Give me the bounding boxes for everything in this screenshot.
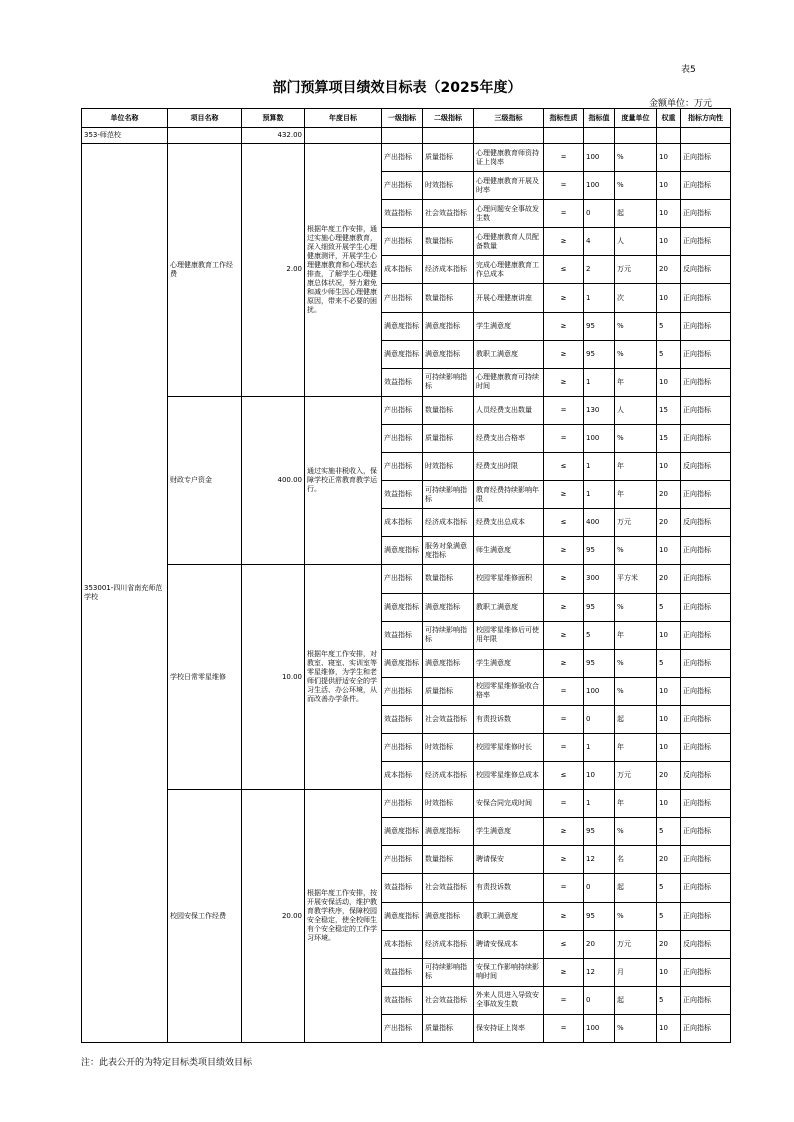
measure-unit: 万元 — [615, 256, 657, 284]
indicator-direction: 正向指标 — [681, 790, 731, 818]
indicator-value: 12 — [584, 846, 615, 874]
unit-name: 353001-四川省南充师范学校 — [82, 144, 168, 1043]
measure-unit: 平方米 — [615, 565, 657, 593]
level3-indicator: 教职工满意度 — [474, 902, 544, 930]
level1-indicator: 满意度指标 — [382, 312, 423, 340]
indicator-direction: 正向指标 — [681, 228, 731, 256]
indicator-direction: 正向指标 — [681, 733, 731, 761]
level2-indicator: 可持续影响指标 — [423, 481, 474, 509]
level3-indicator: 有责投诉数 — [474, 705, 544, 733]
measure-unit: 起 — [615, 874, 657, 902]
measure-unit: 名 — [615, 846, 657, 874]
measure-unit: 万元 — [615, 930, 657, 958]
project-name: 学校日常零星维修 — [168, 565, 242, 790]
level2-indicator: 时效指标 — [423, 172, 474, 200]
level3-indicator: 有责投诉数 — [474, 874, 544, 902]
column-header: 度量单位 — [615, 109, 657, 128]
indicator-direction: 正向指标 — [681, 902, 731, 930]
indicator-value: 0 — [584, 986, 615, 1014]
level3-indicator: 聘请保安 — [474, 846, 544, 874]
level1-indicator: 效益指标 — [382, 368, 423, 396]
indicator-nature: ≥ — [544, 565, 584, 593]
level2-indicator: 数量指标 — [423, 284, 474, 312]
indicator-direction: 正向指标 — [681, 312, 731, 340]
indicator-nature: ≥ — [544, 958, 584, 986]
project-amount: 400.00 — [242, 396, 305, 565]
level2-indicator: 数量指标 — [423, 565, 474, 593]
weight: 10 — [657, 453, 681, 481]
level2-indicator: 经济成本指标 — [423, 762, 474, 790]
dept-amount: 432.00 — [242, 128, 305, 144]
level3-indicator: 教职工满意度 — [474, 340, 544, 368]
column-header: 单位名称 — [82, 109, 168, 128]
measure-unit: % — [615, 649, 657, 677]
level1-indicator: 效益指标 — [382, 874, 423, 902]
indicator-nature: = — [544, 1014, 584, 1042]
indicator-direction: 正向指标 — [681, 621, 731, 649]
weight: 5 — [657, 902, 681, 930]
indicator-direction: 反向指标 — [681, 930, 731, 958]
weight: 10 — [657, 705, 681, 733]
indicator-direction: 正向指标 — [681, 565, 731, 593]
weight: 10 — [657, 284, 681, 312]
indicator-nature: ≤ — [544, 256, 584, 284]
measure-unit: % — [615, 902, 657, 930]
indicator-value: 5 — [584, 621, 615, 649]
level2-indicator: 可持续影响指标 — [423, 368, 474, 396]
dept-row — [82, 128, 731, 144]
measure-unit: 年 — [615, 733, 657, 761]
weight: 20 — [657, 509, 681, 537]
indicator-value: 100 — [584, 144, 615, 172]
indicator-nature: = — [544, 396, 584, 424]
level3-indicator: 校园零星维修后可使用年限 — [474, 621, 544, 649]
level1-indicator: 成本指标 — [382, 256, 423, 284]
indicator-direction: 正向指标 — [681, 340, 731, 368]
annual-goal: 通过实施非税收入，保障学校正常教育教学运行。 — [305, 396, 382, 565]
level3-indicator: 经费支出总成本 — [474, 509, 544, 537]
indicator-nature: ≥ — [544, 593, 584, 621]
indicator-value: 12 — [584, 958, 615, 986]
weight: 5 — [657, 818, 681, 846]
weight: 10 — [657, 368, 681, 396]
column-header: 权重 — [657, 109, 681, 128]
indicator-direction: 正向指标 — [681, 144, 731, 172]
level2-indicator: 满意度指标 — [423, 818, 474, 846]
indicator-nature: ≤ — [544, 509, 584, 537]
indicator-nature: ≥ — [544, 902, 584, 930]
level3-indicator: 安保工作影响持续影响时间 — [474, 958, 544, 986]
dept-project-empty — [168, 128, 242, 144]
weight: 10 — [657, 790, 681, 818]
level1-indicator: 效益指标 — [382, 986, 423, 1014]
indicator-value: 400 — [584, 509, 615, 537]
measure-unit: % — [615, 312, 657, 340]
level2-indicator: 质量指标 — [423, 1014, 474, 1042]
indicator-direction: 正向指标 — [681, 705, 731, 733]
weight: 20 — [657, 846, 681, 874]
table-body — [82, 128, 731, 1043]
measure-unit: % — [615, 537, 657, 565]
weight: 10 — [657, 228, 681, 256]
level1-indicator: 产出指标 — [382, 396, 423, 424]
indicator-row — [82, 396, 731, 424]
level2-indicator: 社会效益指标 — [423, 200, 474, 228]
measure-unit: 年 — [615, 453, 657, 481]
column-header: 预算数 — [242, 109, 305, 128]
measure-unit: 次 — [615, 284, 657, 312]
indicator-value: 100 — [584, 424, 615, 452]
column-header: 项目名称 — [168, 109, 242, 128]
column-header: 指标方向性 — [681, 109, 731, 128]
level1-indicator: 满意度指标 — [382, 818, 423, 846]
indicator-direction: 正向指标 — [681, 396, 731, 424]
measure-unit: 万元 — [615, 509, 657, 537]
indicator-direction: 反向指标 — [681, 509, 731, 537]
indicator-nature: ≥ — [544, 228, 584, 256]
project-amount: 2.00 — [242, 144, 305, 397]
level3-indicator: 安保合同完成时间 — [474, 790, 544, 818]
column-header: 一级指标 — [382, 109, 423, 128]
indicator-value: 1 — [584, 481, 615, 509]
level2-indicator: 数量指标 — [423, 396, 474, 424]
weight: 10 — [657, 733, 681, 761]
indicator-value: 95 — [584, 537, 615, 565]
level2-indicator: 社会效益指标 — [423, 705, 474, 733]
level1-indicator: 产出指标 — [382, 144, 423, 172]
level2-indicator: 经济成本指标 — [423, 256, 474, 284]
indicator-nature: = — [544, 874, 584, 902]
measure-unit: % — [615, 818, 657, 846]
measure-unit: % — [615, 144, 657, 172]
indicator-value: 1 — [584, 453, 615, 481]
project-amount: 10.00 — [242, 565, 305, 790]
weight: 15 — [657, 396, 681, 424]
indicator-value: 0 — [584, 874, 615, 902]
measure-unit: 年 — [615, 368, 657, 396]
page-title: 部门预算项目绩效目标表（2025年度） — [272, 80, 522, 96]
level3-indicator: 经费支出合格率 — [474, 424, 544, 452]
project-name: 财政专户资金 — [168, 396, 242, 565]
level1-indicator: 满意度指标 — [382, 649, 423, 677]
indicator-nature: ≥ — [544, 818, 584, 846]
indicator-nature: ≥ — [544, 368, 584, 396]
column-header: 指标值 — [584, 109, 615, 128]
level2-indicator: 时效指标 — [423, 733, 474, 761]
level3-indicator: 校园零星维修验收合格率 — [474, 677, 544, 705]
level1-indicator: 产出指标 — [382, 733, 423, 761]
level1-indicator: 满意度指标 — [382, 537, 423, 565]
indicator-nature: ≥ — [544, 312, 584, 340]
weight: 5 — [657, 312, 681, 340]
indicator-value: 4 — [584, 228, 615, 256]
indicator-nature: ≤ — [544, 762, 584, 790]
level1-indicator: 满意度指标 — [382, 902, 423, 930]
level2-indicator: 满意度指标 — [423, 312, 474, 340]
level2-indicator: 经济成本指标 — [423, 930, 474, 958]
indicator-value: 300 — [584, 565, 615, 593]
indicator-direction: 正向指标 — [681, 424, 731, 452]
weight: 10 — [657, 1014, 681, 1042]
level1-indicator: 满意度指标 — [382, 593, 423, 621]
level3-indicator: 师生满意度 — [474, 537, 544, 565]
measure-unit: 起 — [615, 986, 657, 1014]
level3-indicator: 心理问题安全事故发生数 — [474, 200, 544, 228]
indicator-value: 100 — [584, 677, 615, 705]
indicator-direction: 正向指标 — [681, 200, 731, 228]
indicator-value: 95 — [584, 340, 615, 368]
level2-indicator: 时效指标 — [423, 453, 474, 481]
weight: 20 — [657, 256, 681, 284]
indicator-value: 95 — [584, 312, 615, 340]
level1-indicator: 效益指标 — [382, 705, 423, 733]
indicator-direction: 正向指标 — [681, 958, 731, 986]
indicator-value: 1 — [584, 368, 615, 396]
indicator-value: 95 — [584, 593, 615, 621]
indicator-value: 130 — [584, 396, 615, 424]
column-header: 指标性质 — [544, 109, 584, 128]
level1-indicator: 产出指标 — [382, 846, 423, 874]
weight: 20 — [657, 930, 681, 958]
project-amount: 20.00 — [242, 790, 305, 1043]
indicator-direction: 正向指标 — [681, 818, 731, 846]
weight: 5 — [657, 593, 681, 621]
column-header: 二级指标 — [423, 109, 474, 128]
level2-indicator: 满意度指标 — [423, 340, 474, 368]
column-header: 年度目标 — [305, 109, 382, 128]
measure-unit: 起 — [615, 200, 657, 228]
indicator-direction: 正向指标 — [681, 172, 731, 200]
indicator-value: 1 — [584, 790, 615, 818]
level3-indicator: 人员经费支出数量 — [474, 396, 544, 424]
weight: 10 — [657, 958, 681, 986]
table-number: 表5 — [681, 65, 696, 75]
level1-indicator: 成本指标 — [382, 509, 423, 537]
level2-indicator: 服务对象满意度指标 — [423, 537, 474, 565]
indicator-value: 0 — [584, 705, 615, 733]
level3-indicator: 外来人员进入导致安全事故发生数 — [474, 986, 544, 1014]
weight: 10 — [657, 200, 681, 228]
indicator-nature: ≥ — [544, 621, 584, 649]
level3-indicator: 教育经费持续影响年限 — [474, 481, 544, 509]
indicator-nature: = — [544, 986, 584, 1014]
indicator-value: 95 — [584, 818, 615, 846]
indicator-nature: ≤ — [544, 453, 584, 481]
level3-indicator: 学生满意度 — [474, 818, 544, 846]
weight: 10 — [657, 677, 681, 705]
measure-unit: 人 — [615, 228, 657, 256]
indicator-nature: = — [544, 790, 584, 818]
indicator-nature: = — [544, 200, 584, 228]
indicator-nature: = — [544, 733, 584, 761]
weight: 5 — [657, 649, 681, 677]
weight: 10 — [657, 144, 681, 172]
weight: 5 — [657, 874, 681, 902]
level3-indicator: 经费支出时限 — [474, 453, 544, 481]
level2-indicator: 经济成本指标 — [423, 509, 474, 537]
measure-unit: 年 — [615, 481, 657, 509]
indicator-direction: 反向指标 — [681, 453, 731, 481]
dept-name: 353-师范校 — [82, 128, 168, 144]
level2-indicator: 社会效益指标 — [423, 874, 474, 902]
indicator-row — [82, 565, 731, 593]
level3-indicator: 开展心理健康讲座 — [474, 284, 544, 312]
weight: 10 — [657, 172, 681, 200]
level1-indicator: 效益指标 — [382, 621, 423, 649]
weight: 10 — [657, 537, 681, 565]
level2-indicator: 社会效益指标 — [423, 986, 474, 1014]
project-name: 校园安保工作经费 — [168, 790, 242, 1043]
indicator-value: 1 — [584, 284, 615, 312]
indicator-nature: ≥ — [544, 481, 584, 509]
measure-unit: % — [615, 593, 657, 621]
indicator-direction: 正向指标 — [681, 284, 731, 312]
level1-indicator: 产出指标 — [382, 1014, 423, 1042]
weight: 10 — [657, 621, 681, 649]
level1-indicator: 产出指标 — [382, 172, 423, 200]
indicator-direction: 正向指标 — [681, 649, 731, 677]
indicator-direction: 正向指标 — [681, 593, 731, 621]
level1-indicator: 成本指标 — [382, 930, 423, 958]
indicator-nature: = — [544, 144, 584, 172]
column-header: 三级指标 — [474, 109, 544, 128]
level3-indicator: 保安持证上岗率 — [474, 1014, 544, 1042]
indicator-nature: ≥ — [544, 649, 584, 677]
indicator-nature: = — [544, 172, 584, 200]
level3-indicator: 心理健康教育人员配备数量 — [474, 228, 544, 256]
weight: 20 — [657, 762, 681, 790]
measure-unit: 月 — [615, 958, 657, 986]
annual-goal: 根据年度工作安排，对教室、寝室、实训室等零星维修，为学生和老师们提供舒适安全的学习生活、办公环境，从而改善办学条件。 — [305, 565, 382, 790]
level3-indicator: 校园零星维修总成本 — [474, 762, 544, 790]
measure-unit: % — [615, 677, 657, 705]
indicator-nature: = — [544, 705, 584, 733]
level3-indicator: 学生满意度 — [474, 312, 544, 340]
level3-indicator: 聘请安保成本 — [474, 930, 544, 958]
level2-indicator: 时效指标 — [423, 790, 474, 818]
level2-indicator: 质量指标 — [423, 144, 474, 172]
indicator-nature: ≤ — [544, 930, 584, 958]
measure-unit: 年 — [615, 790, 657, 818]
level1-indicator: 满意度指标 — [382, 340, 423, 368]
indicator-row — [82, 790, 731, 818]
indicator-direction: 反向指标 — [681, 256, 731, 284]
footnote: 注：此表公开的为特定目标类项目绩效目标 — [81, 1058, 253, 1068]
indicator-direction: 正向指标 — [681, 677, 731, 705]
indicator-direction: 正向指标 — [681, 846, 731, 874]
indicator-nature: ≥ — [544, 284, 584, 312]
level1-indicator: 产出指标 — [382, 565, 423, 593]
indicator-value: 20 — [584, 930, 615, 958]
measure-unit: 年 — [615, 621, 657, 649]
indicator-nature: = — [544, 424, 584, 452]
indicator-nature: = — [544, 677, 584, 705]
indicator-value: 1 — [584, 733, 615, 761]
level1-indicator: 产出指标 — [382, 677, 423, 705]
level2-indicator: 质量指标 — [423, 677, 474, 705]
weight: 15 — [657, 424, 681, 452]
weight: 5 — [657, 340, 681, 368]
level1-indicator: 产出指标 — [382, 424, 423, 452]
indicator-value: 2 — [584, 256, 615, 284]
indicator-direction: 正向指标 — [681, 481, 731, 509]
indicator-value: 0 — [584, 200, 615, 228]
measure-unit: % — [615, 172, 657, 200]
indicator-direction: 反向指标 — [681, 762, 731, 790]
level1-indicator: 产出指标 — [382, 790, 423, 818]
indicator-direction: 正向指标 — [681, 368, 731, 396]
level1-indicator: 效益指标 — [382, 481, 423, 509]
measure-unit: 人 — [615, 396, 657, 424]
annual-goal: 根据年度工作安排，按开展安保活动，维护教育教学秩序，保障校园安全稳定，使全校师生有个安全稳定的工作学习环境。 — [305, 790, 382, 1043]
indicator-direction: 正向指标 — [681, 874, 731, 902]
indicator-row — [82, 144, 731, 172]
weight: 20 — [657, 481, 681, 509]
level1-indicator: 产出指标 — [382, 284, 423, 312]
level1-indicator: 效益指标 — [382, 200, 423, 228]
indicator-value: 100 — [584, 1014, 615, 1042]
measure-unit: % — [615, 424, 657, 452]
indicator-value: 10 — [584, 762, 615, 790]
weight: 20 — [657, 565, 681, 593]
amount-unit: 金额单位：万元 — [649, 99, 713, 109]
measure-unit: 起 — [615, 705, 657, 733]
measure-unit: 万元 — [615, 762, 657, 790]
level3-indicator: 校园零星维修面积 — [474, 565, 544, 593]
indicator-nature: ≥ — [544, 537, 584, 565]
level2-indicator: 数量指标 — [423, 228, 474, 256]
annual-goal: 根据年度工作安排，通过实施心理健康教育，深入细致开展学生心理健康测评，开展学生心理健康教育和心理状态排查，了解学生心理健康总体状况，努力避免和减少师生因心理健康原因，带来不必要的困扰。 — [305, 144, 382, 397]
indicator-nature: ≥ — [544, 846, 584, 874]
level1-indicator: 成本指标 — [382, 762, 423, 790]
level1-indicator: 效益指标 — [382, 958, 423, 986]
indicator-direction: 正向指标 — [681, 1014, 731, 1042]
level2-indicator: 可持续影响指标 — [423, 621, 474, 649]
level2-indicator: 满意度指标 — [423, 902, 474, 930]
level2-indicator: 满意度指标 — [423, 649, 474, 677]
level2-indicator: 数量指标 — [423, 846, 474, 874]
header-row — [82, 109, 731, 128]
level3-indicator: 教职工满意度 — [474, 593, 544, 621]
level2-indicator: 可持续影响指标 — [423, 958, 474, 986]
weight: 5 — [657, 986, 681, 1014]
indicator-direction: 正向指标 — [681, 986, 731, 1014]
level3-indicator: 心理健康教育开展及时率 — [474, 172, 544, 200]
level3-indicator: 完成心理健康教育工作总成本 — [474, 256, 544, 284]
indicator-value: 95 — [584, 649, 615, 677]
level3-indicator: 校园零星维修时长 — [474, 733, 544, 761]
level3-indicator: 学生满意度 — [474, 649, 544, 677]
performance-table — [81, 108, 731, 1043]
level2-indicator: 质量指标 — [423, 424, 474, 452]
indicator-nature: ≥ — [544, 340, 584, 368]
measure-unit: % — [615, 1014, 657, 1042]
indicator-value: 95 — [584, 902, 615, 930]
indicator-value: 100 — [584, 172, 615, 200]
level1-indicator: 产出指标 — [382, 453, 423, 481]
level2-indicator: 满意度指标 — [423, 593, 474, 621]
level1-indicator: 产出指标 — [382, 228, 423, 256]
level3-indicator: 心理健康教育师资持证上岗率 — [474, 144, 544, 172]
indicator-direction: 正向指标 — [681, 537, 731, 565]
project-name: 心理健康教育工作经费 — [168, 144, 242, 397]
level3-indicator: 心理健康教育可持续时间 — [474, 368, 544, 396]
measure-unit: % — [615, 340, 657, 368]
